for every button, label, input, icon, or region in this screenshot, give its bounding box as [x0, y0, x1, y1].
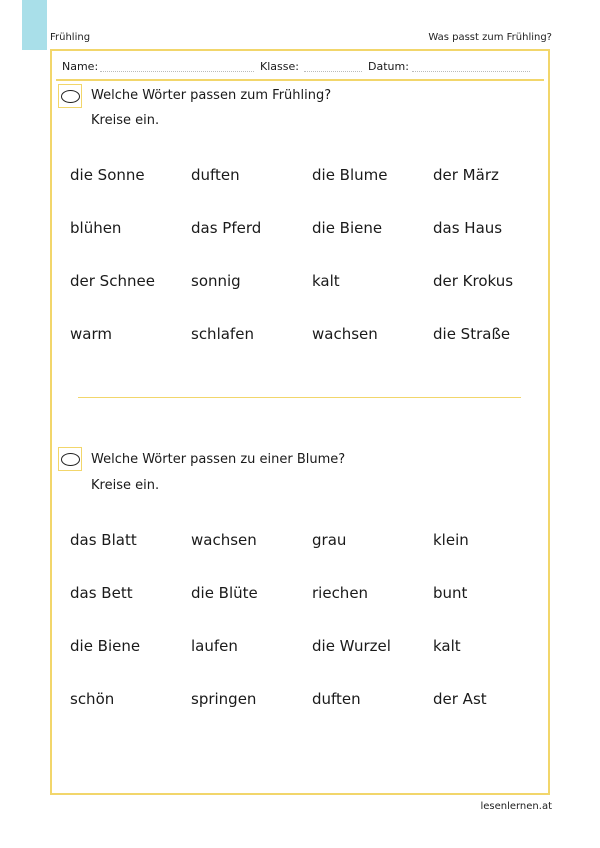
word-item[interactable]: die Biene: [312, 219, 383, 237]
word-item[interactable]: klein: [433, 531, 469, 549]
word-item[interactable]: die Straße: [433, 325, 511, 343]
word-item[interactable]: das Pferd: [191, 219, 262, 237]
word-item[interactable]: die Blüte: [191, 584, 258, 602]
task-marker-1: [58, 84, 82, 108]
word-item[interactable]: kalt: [433, 637, 461, 655]
word-item[interactable]: riechen: [312, 584, 369, 602]
task-2-question: Welche Wörter passen zu einer Blume?: [91, 452, 346, 467]
circle-task-icon: [61, 90, 80, 103]
word-item[interactable]: warm: [70, 325, 112, 343]
word-item[interactable]: springen: [191, 690, 257, 708]
word-item[interactable]: das Haus: [433, 219, 503, 237]
date-label: Datum:: [368, 60, 409, 73]
footer-site-link[interactable]: lesenlernen.at: [480, 801, 552, 812]
name-field[interactable]: [100, 71, 254, 72]
section-divider: [78, 397, 521, 398]
word-item[interactable]: duften: [191, 166, 240, 184]
word-item[interactable]: duften: [312, 690, 361, 708]
task-2-instruction: Kreise ein.: [91, 478, 160, 493]
word-item[interactable]: wachsen: [191, 531, 257, 549]
word-item[interactable]: blühen: [70, 219, 122, 237]
header-topic: Frühling: [50, 32, 91, 43]
word-item[interactable]: laufen: [191, 637, 238, 655]
task-1-instruction: Kreise ein.: [91, 113, 160, 128]
word-item[interactable]: schön: [70, 690, 115, 708]
word-item[interactable]: grau: [312, 531, 347, 549]
word-item[interactable]: der Ast: [433, 690, 487, 708]
corner-tab-decoration: [22, 0, 47, 50]
word-item[interactable]: die Biene: [70, 637, 141, 655]
word-item[interactable]: die Sonne: [70, 166, 145, 184]
name-class-date-row: [62, 58, 538, 80]
class-label: Klasse:: [260, 60, 299, 73]
word-item[interactable]: bunt: [433, 584, 468, 602]
name-label: Name:: [62, 60, 99, 73]
word-item[interactable]: die Wurzel: [312, 637, 391, 655]
word-item[interactable]: sonnig: [191, 272, 241, 290]
header-worksheet-title: Was passt zum Frühling?: [428, 32, 552, 43]
word-item[interactable]: kalt: [312, 272, 340, 290]
date-field[interactable]: [412, 71, 530, 72]
word-item[interactable]: wachsen: [312, 325, 378, 343]
class-field[interactable]: [304, 71, 362, 72]
task-marker-2: [58, 447, 82, 471]
task-1-word-grid: [70, 165, 550, 377]
circle-task-icon: [61, 453, 80, 466]
word-item[interactable]: der Schnee: [70, 272, 155, 290]
form-underline: [56, 79, 544, 81]
word-item[interactable]: das Blatt: [70, 531, 137, 549]
task-2-word-grid: [70, 530, 550, 742]
word-item[interactable]: schlafen: [191, 325, 254, 343]
task-1-question: Welche Wörter passen zum Frühling?: [91, 88, 332, 103]
word-item[interactable]: das Bett: [70, 584, 133, 602]
word-item[interactable]: der Krokus: [433, 272, 514, 290]
word-item[interactable]: der März: [433, 166, 499, 184]
word-item[interactable]: die Blume: [312, 166, 388, 184]
